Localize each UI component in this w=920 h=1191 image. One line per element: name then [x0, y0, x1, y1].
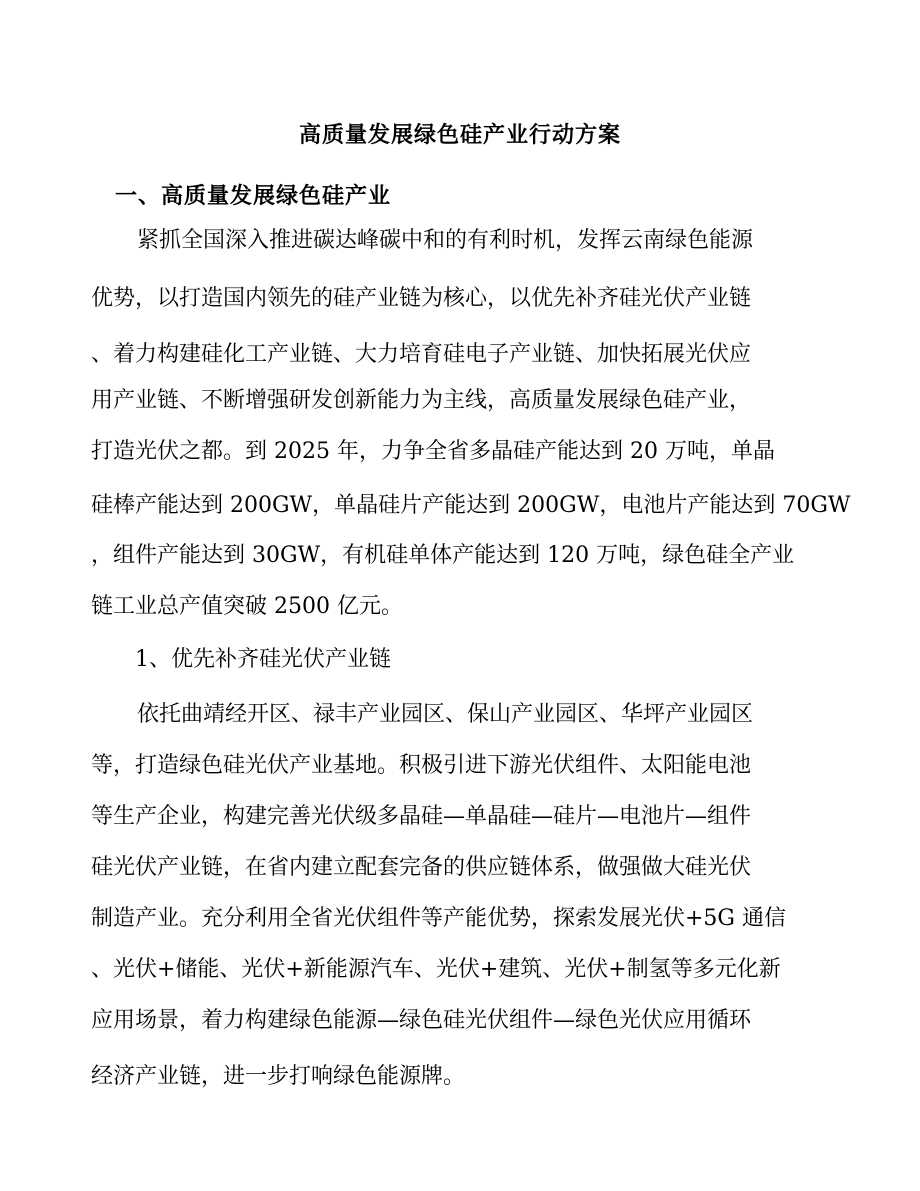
- paragraph-1-line-3: 、着力构建硅化工产业链、大力培育硅电子产业链、加快拓展光伏应: [91, 342, 752, 367]
- paragraph-1-line-1: 紧抓全国深入推进碳达峰碳中和的有利时机，发挥云南绿色能源: [137, 228, 754, 253]
- paragraph-2-line-7: 应用场景，着力构建绿色能源—绿色硅光伏组件—绿色光伏应用循环: [91, 1008, 752, 1033]
- paragraph-2-line-2: 等，打造绿色硅光伏产业基地。积极引进下游光伏组件、太阳能电池: [91, 753, 752, 778]
- paragraph-1-line-8: 链工业总产值突破 2500 亿元。: [91, 594, 403, 619]
- section-heading: 一、高质量发展绿色硅产业: [115, 183, 392, 209]
- subheading: 1、优先补齐硅光伏产业链: [135, 647, 391, 672]
- paragraph-2-line-6: 、光伏+储能、光伏+新能源汽车、光伏+建筑、光伏+制氢等多元化新: [91, 957, 781, 982]
- paragraph-2-line-4: 硅光伏产业链，在省内建立配套完备的供应链体系，做强做大硅光伏: [91, 855, 752, 880]
- paragraph-2-line-3: 等生产企业，构建完善光伏级多晶硅—单晶硅—硅片—电池片—组件: [91, 804, 752, 829]
- paragraph-2-line-8: 经济产业链，进一步打响绿色能源牌。: [91, 1064, 466, 1089]
- paragraph-1-line-7: ，组件产能达到 30GW，有机硅单体产能达到 120 万吨，绿色硅全产业: [91, 543, 795, 568]
- document-title: 高质量发展绿色硅产业行动方案: [298, 122, 621, 148]
- paragraph-1-line-6: 硅棒产能达到 200GW，单晶硅片产能达到 200GW，电池片产能达到 70GW: [91, 493, 851, 518]
- paragraph-2-line-1: 依托曲靖经开区、禄丰产业园区、保山产业园区、华坪产业园区: [137, 702, 754, 727]
- paragraph-2-line-5: 制造产业。充分利用全省光伏组件等产能优势，探索发展光伏+5G 通信: [91, 906, 787, 931]
- paragraph-1-line-4: 用产业链、不断增强研发创新能力为主线，高质量发展绿色硅产业，: [91, 388, 752, 413]
- paragraph-1-line-2: 优势，以打造国内领先的硅产业链为核心，以优先补齐硅光伏产业链: [91, 286, 752, 311]
- paragraph-1-line-5: 打造光伏之都。到 2025 年，力争全省多晶硅产能达到 20 万吨，单晶: [91, 439, 775, 464]
